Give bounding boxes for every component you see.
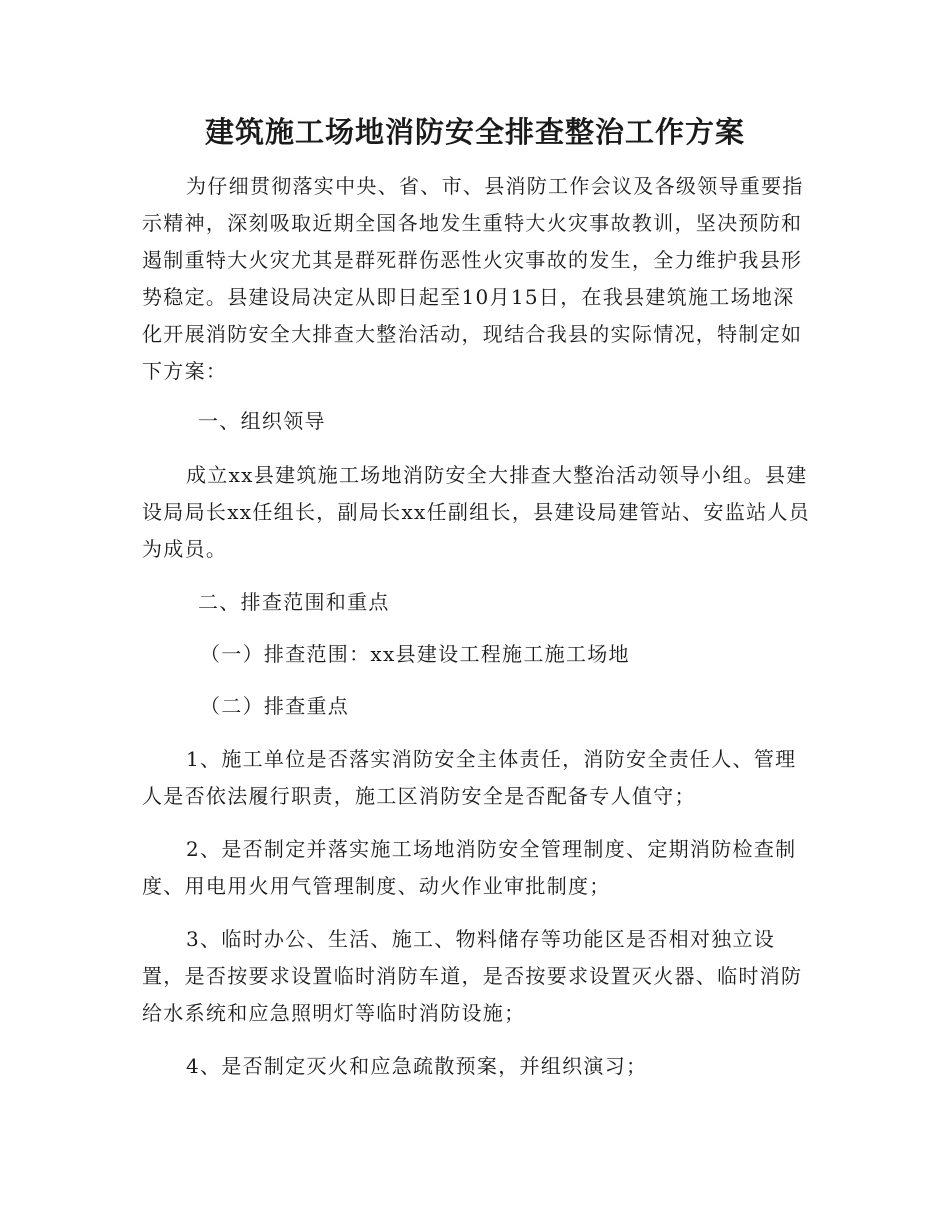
intro-paragraph: 为仔细贯彻落实中央、省、市、县消防工作会议及各级领导重要指示精神，深刻吸取近期全国各地发生重特大火灾事故教训，坚决预防和遏制重特大火灾尤其是群死群伤恶性火灾事故的发生，全力维护我县形势稳定。县建设局决定从即日起至10月15日，在我县建筑施工场地深化开展消防安全大排查大整治活动，现结合我县的实际情况，特制定如下方案：	[142, 174, 804, 383]
section-heading-organization: 一、组织领导	[198, 409, 326, 433]
focus-subheading: （二）排查重点	[200, 694, 350, 718]
document-title: 建筑施工场地消防安全排查整治工作方案	[204, 115, 745, 149]
focus-item-2: 2、是否制定并落实施工场地消防安全管理制度、定期消防检查制度、用电用火用气管理制度、动火作业审批制度；	[142, 837, 797, 898]
organization-paragraph: 成立xx县建筑施工场地消防安全大排查大整治活动领导小组。县建设局局长xx任组长，副局长xx任副组长，县建设局建管站、安监站人员为成员。	[142, 463, 811, 561]
focus-item-1: 1、施工单位是否落实消防安全主体责任，消防安全责任人、管理人是否依法履行职责，施工区消防安全是否配备专人值守；	[142, 747, 797, 808]
section-heading-scope-and-focus: 二、排查范围和重点	[198, 590, 390, 614]
focus-item-4: 4、是否制定灭火和应急疏散预案，并组织演习；	[186, 1054, 648, 1078]
scope-paragraph: （一）排查范围：xx县建设工程施工施工场地	[200, 642, 630, 666]
focus-item-3: 3、临时办公、生活、施工、物料储存等功能区是否相对独立设置，是否按要求设置临时消防车道，是否按要求设置灭火器、临时消防给水系统和应急照明灯等临时消防设施；	[142, 927, 803, 1025]
